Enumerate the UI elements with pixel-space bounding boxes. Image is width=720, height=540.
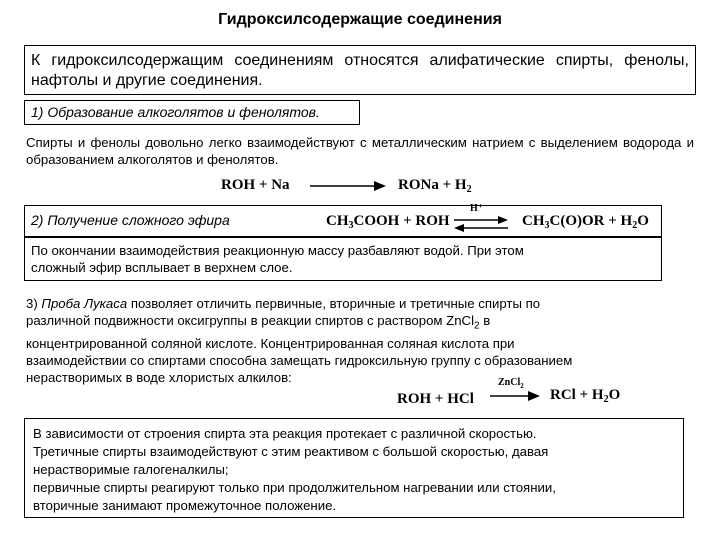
section2-note-line2: сложный эфир всплывает в верхнем слое. — [31, 260, 293, 275]
reaction2-equilibrium-arrow — [452, 214, 510, 234]
section3-line4: взаимодействии со спиртами способна замещать гидроксильную группу с образованием — [26, 352, 573, 368]
reaction1-right: RONa + $H_2$ — [398, 177, 472, 195]
section3-line3: концентрированной соляной кислоте. Концентрированная соляная кислота при — [26, 335, 515, 351]
section2-note-line1: По окончании взаимодействия реакционную массу разбавляют водой. При этом — [31, 243, 524, 258]
conclusion-line1: В зависимости от строения спирта эта реакция протекает с различной скоростью. — [33, 426, 537, 441]
section2-note — [31, 242, 524, 276]
reaction1-left: ROH + Na — [221, 177, 290, 193]
reaction3-left: ROH + HCl — [397, 391, 474, 407]
reaction3-arrow — [488, 389, 542, 403]
conclusion-line5: вторичные занимают промежуточное положение. — [33, 498, 337, 513]
section3-line1: 3) Проба Лукаса позволяет отличить первичные, вторичные и третичные спирты по — [26, 296, 541, 311]
conclusion-text — [33, 425, 556, 515]
section1-text: Спирты и фенолы довольно легко взаимодействуют с металлическим натрием с выделением водорода и образованием алкоголятов и фенолятов. — [26, 135, 694, 167]
conclusion-line3: нерастворимые галогеналкилы; — [33, 462, 229, 477]
conclusion-line4: первичные спирты реагируют только при продолжительном нагревании или стоянии, — [33, 480, 556, 495]
reaction3-right: RCl + $H_2O$ — [550, 387, 621, 405]
reaction3-catalyst: ZnCl$_2$ — [498, 377, 524, 390]
section1-heading: 1) Образование алкоголятов и фенолятов. — [31, 104, 320, 120]
section2-heading: 2) Получение сложного эфира — [31, 212, 230, 228]
reaction2-catalyst: H⁺ — [470, 203, 484, 214]
reaction2-right: $CH_3C(O)OR + H_2O$ — [522, 213, 649, 231]
intro-text: К гидроксилсодержащим соединениям относятся алифатические спирты, фенолы, нафтолы и другие соединения. — [31, 52, 689, 89]
section3-line2: различной подвижности оксигруппы в реакции спиртов с раствором ZnCl$_2$ в — [26, 313, 491, 332]
lucas-test-name: Проба Лукаса — [41, 296, 128, 311]
reaction1-arrow — [308, 178, 388, 194]
section3-text — [26, 295, 694, 386]
conclusion-line2: Третичные спирты взаимодействуют с этим реактивом с большой скоростью, давая — [33, 444, 549, 459]
section3-line5: нерастворимых в воде хлористых алкилов: — [26, 369, 292, 385]
page-title: Гидроксилсодержащие соединения — [218, 11, 502, 28]
reaction2-left: $CH_3COOH$ + ROH — [326, 213, 450, 231]
